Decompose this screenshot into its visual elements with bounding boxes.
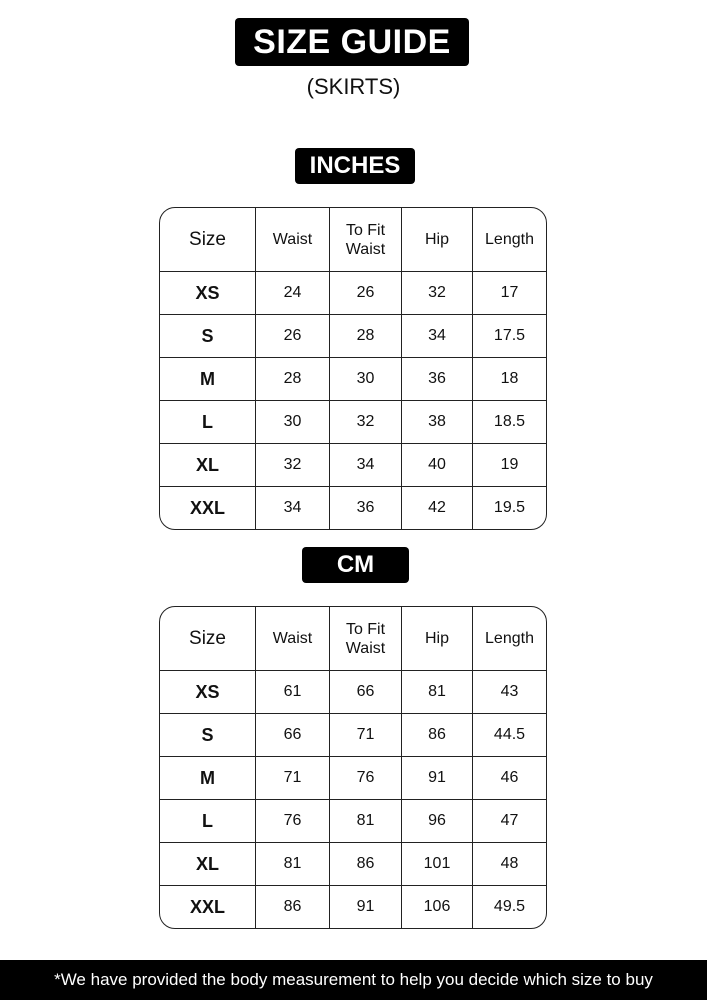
hip-cell: 40 — [402, 444, 473, 487]
page-subtitle: (SKIRTS) — [306, 74, 401, 99]
waist-cell: 66 — [256, 714, 330, 757]
column-header-waist — [256, 607, 330, 671]
waist-cell: 30 — [256, 401, 330, 444]
waist-cell: 61 — [256, 671, 330, 714]
length-cell: 48 — [473, 843, 546, 886]
waist-cell: 86 — [256, 886, 330, 928]
to-fit-waist-cell: 28 — [330, 315, 402, 358]
header-text-line-1: To Fit — [345, 221, 386, 239]
size-cell: XXL — [160, 487, 256, 529]
column-header-length — [473, 607, 546, 671]
table-header-row — [160, 607, 546, 671]
size-cell: L — [160, 401, 256, 444]
column-header-waist — [256, 208, 330, 272]
footer-note: *We have provided the body measurement to help you decide which size to buy — [54, 970, 653, 989]
table-row — [160, 671, 546, 714]
header-text: Length — [485, 630, 534, 647]
hip-cell: 34 — [402, 315, 473, 358]
to-fit-waist-cell: 66 — [330, 671, 402, 714]
length-cell: 17 — [473, 272, 546, 315]
hip-cell: 101 — [402, 843, 473, 886]
to-fit-waist-cell: 26 — [330, 272, 402, 315]
table-row — [160, 800, 546, 843]
size-cell: S — [160, 315, 256, 358]
size-cell: XS — [160, 671, 256, 714]
table-row — [160, 487, 546, 529]
hip-cell: 91 — [402, 757, 473, 800]
cm-size-table — [159, 606, 547, 929]
length-cell: 46 — [473, 757, 546, 800]
header-text-line-1: To Fit — [345, 620, 386, 638]
table-row — [160, 401, 546, 444]
length-cell: 47 — [473, 800, 546, 843]
size-cell: XS — [160, 272, 256, 315]
table-row — [160, 843, 546, 886]
to-fit-waist-cell: 32 — [330, 401, 402, 444]
length-cell: 18 — [473, 358, 546, 401]
waist-cell: 76 — [256, 800, 330, 843]
size-cell: S — [160, 714, 256, 757]
to-fit-waist-cell: 86 — [330, 843, 402, 886]
size-cell: XL — [160, 444, 256, 487]
to-fit-waist-cell: 36 — [330, 487, 402, 529]
length-cell: 19 — [473, 444, 546, 487]
table-row — [160, 272, 546, 315]
length-cell: 18.5 — [473, 401, 546, 444]
to-fit-waist-cell: 76 — [330, 757, 402, 800]
header-text: Size — [189, 628, 226, 649]
table-row — [160, 757, 546, 800]
inches-section-label: INCHES — [295, 148, 415, 184]
length-cell: 17.5 — [473, 315, 546, 358]
header-text-line-2: Waist — [345, 240, 386, 258]
length-cell: 49.5 — [493, 898, 526, 915]
header-text-line-2: Waist — [345, 639, 386, 657]
hip-cell: 86 — [402, 714, 473, 757]
table-row — [160, 358, 546, 401]
table-header-row — [160, 208, 546, 272]
column-header-size — [160, 607, 256, 671]
waist-cell: 26 — [256, 315, 330, 358]
header-text: Size — [189, 229, 226, 250]
size-cell: M — [160, 358, 256, 401]
header-text: Length — [485, 231, 534, 248]
table-row — [160, 444, 546, 487]
column-header-to-fit-waist — [330, 607, 402, 671]
table-row — [160, 714, 546, 757]
header-text: Waist — [272, 231, 313, 248]
cm-section-label: CM — [302, 547, 409, 583]
hip-cell: 32 — [402, 272, 473, 315]
length-cell: 44.5 — [473, 714, 546, 757]
waist-cell: 24 — [256, 272, 330, 315]
to-fit-waist-cell: 71 — [330, 714, 402, 757]
page-title: SIZE GUIDE — [235, 18, 469, 66]
to-fit-waist-cell: 30 — [330, 358, 402, 401]
size-cell: XXL — [160, 886, 256, 928]
header-text: Waist — [272, 630, 313, 647]
table-row — [160, 886, 546, 928]
to-fit-waist-cell: 34 — [330, 444, 402, 487]
length-cell: 43 — [473, 671, 546, 714]
waist-cell: 32 — [256, 444, 330, 487]
header-text: Hip — [424, 231, 449, 248]
size-cell: M — [160, 757, 256, 800]
hip-cell: 106 — [402, 886, 473, 928]
column-header-to-fit-waist — [330, 208, 402, 272]
table-row — [160, 315, 546, 358]
column-header-size — [160, 208, 256, 272]
hip-cell: 81 — [402, 671, 473, 714]
length-cell: 19.5 — [493, 499, 526, 516]
header-text: Hip — [424, 630, 449, 647]
size-cell: XL — [160, 843, 256, 886]
waist-cell: 34 — [256, 487, 330, 529]
to-fit-waist-cell: 81 — [330, 800, 402, 843]
hip-cell: 38 — [402, 401, 473, 444]
column-header-hip — [402, 607, 473, 671]
inches-size-table — [159, 207, 547, 530]
size-cell: L — [160, 800, 256, 843]
hip-cell: 96 — [402, 800, 473, 843]
to-fit-waist-cell: 91 — [330, 886, 402, 928]
waist-cell: 71 — [256, 757, 330, 800]
waist-cell: 81 — [256, 843, 330, 886]
column-header-hip — [402, 208, 473, 272]
footer-note-bar — [0, 960, 707, 1000]
hip-cell: 36 — [402, 358, 473, 401]
column-header-length — [473, 208, 546, 272]
waist-cell: 28 — [256, 358, 330, 401]
hip-cell: 42 — [402, 487, 473, 529]
